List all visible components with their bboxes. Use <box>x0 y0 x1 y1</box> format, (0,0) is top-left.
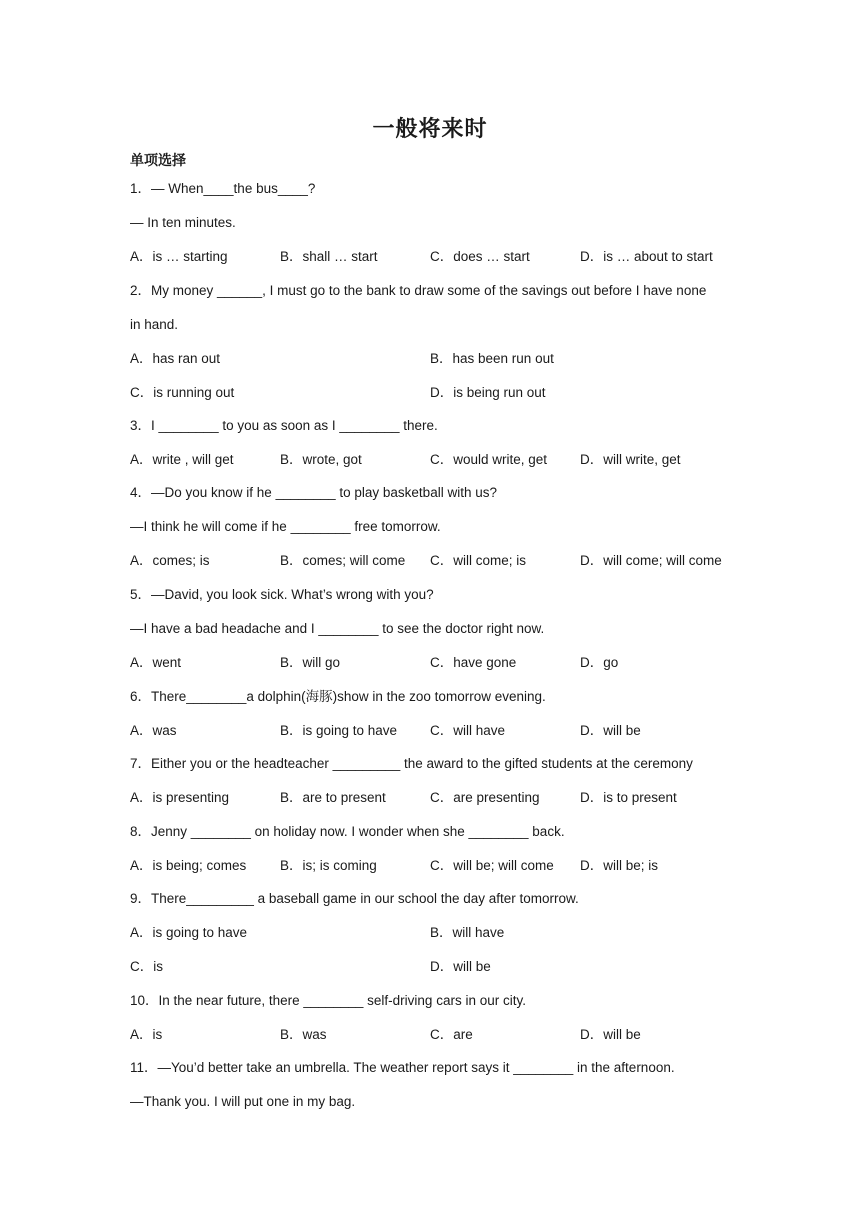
q10-option-d: D．will be <box>580 1027 641 1042</box>
q3-option-c: C．would write, get <box>430 452 548 467</box>
q4-option-a: A．comes; is <box>130 553 210 568</box>
q5-option-c: C．have gone <box>430 655 517 670</box>
q4-option-d: D．will come; will come <box>580 553 722 568</box>
page-title: 一般将来时 <box>372 117 488 142</box>
q7-option-c: C．are presenting <box>430 790 540 805</box>
q9-option-a: A．is going to have <box>130 925 248 940</box>
q2-option-b: B．has been run out <box>430 351 554 366</box>
q10-option-c: C．are <box>430 1027 473 1042</box>
q10-option-b: B．was <box>280 1027 327 1042</box>
q9-option-c: C．is <box>130 959 163 974</box>
q8-option-a: A．is being; comes <box>130 858 247 873</box>
question-9-stem: 9．There_________ a baseball game in our school the day after tomorrow. <box>130 891 579 906</box>
q7-option-a: A．is presenting <box>130 790 230 805</box>
q3-option-d: D．will write, get <box>580 452 681 467</box>
q7-option-d: D．is to present <box>580 790 677 805</box>
q5-option-a: A．went <box>130 655 182 670</box>
q6-option-c: C．will have <box>430 723 506 738</box>
q6-option-d: D．will be <box>580 723 641 738</box>
question-2-stem-cont: in hand. <box>130 317 179 332</box>
q3-option-a: A．write , will get <box>130 452 234 467</box>
question-8-stem: 8．Jenny ________ on holiday now. I wonder when she ________ back. <box>130 824 565 839</box>
q1-option-d: D．is … about to start <box>580 249 713 264</box>
q8-option-c: C．will be; will come <box>430 858 554 873</box>
q4-option-c: C．will come; is <box>430 553 527 568</box>
question-5-reply: —I have a bad headache and I ________ to see the doctor right now. <box>130 621 545 636</box>
q10-option-a: A．is <box>130 1027 163 1042</box>
q2-option-a: A．has ran out <box>130 351 221 366</box>
question-4-reply: —I think he will come if he ________ free tomorrow. <box>130 519 441 534</box>
question-5-stem: 5．—David, you look sick. What’s wrong with you? <box>130 587 434 602</box>
q7-option-b: B．are to present <box>280 790 386 805</box>
question-1-stem: 1．— When____the bus____? <box>130 181 316 196</box>
question-4-stem: 4．—Do you know if he ________ to play basketball with us? <box>130 485 497 500</box>
q1-option-a: A．is … starting <box>130 249 228 264</box>
q6-option-b: B．is going to have <box>280 723 398 738</box>
q1-option-c: C．does … start <box>430 249 530 264</box>
question-7-stem: 7．Either you or the headteacher _________ the award to the gifted students at the ceremony <box>130 756 693 771</box>
q4-option-b: B．comes; will come <box>280 553 406 568</box>
q2-option-d: D．is being run out <box>430 385 546 400</box>
q5-option-d: D．go <box>580 655 619 670</box>
question-2-stem: 2．My money ______, I must go to the bank to draw some of the savings out before I have none <box>130 283 707 298</box>
q9-option-b: B．will have <box>430 925 505 940</box>
section-heading: 单项选择 <box>130 153 186 169</box>
q2-option-c: C．is running out <box>130 385 235 400</box>
q8-option-d: D．will be; is <box>580 858 659 873</box>
q3-option-b: B．wrote, got <box>280 452 362 467</box>
question-11-reply: —Thank you. I will put one in my bag. <box>130 1094 356 1109</box>
question-1-reply: — In ten minutes. <box>130 215 236 230</box>
q5-option-b: B．will go <box>280 655 341 670</box>
q8-option-b: B．is; is coming <box>280 858 377 873</box>
q1-option-b: B．shall … start <box>280 249 378 264</box>
question-11-stem: 11．—You’d better take an umbrella. The weather report says it ________ in the afternoon. <box>130 1060 675 1075</box>
question-10-stem: 10．In the near future, there ________ self-driving cars in our city. <box>130 993 526 1008</box>
q6-option-a: A．was <box>130 723 177 738</box>
q9-option-d: D．will be <box>430 959 491 974</box>
question-3-stem: 3．I ________ to you as soon as I ________ there. <box>130 418 438 433</box>
question-6-stem: 6．There________a dolphin(海豚)show in the zoo tomorrow evening. <box>130 689 546 704</box>
